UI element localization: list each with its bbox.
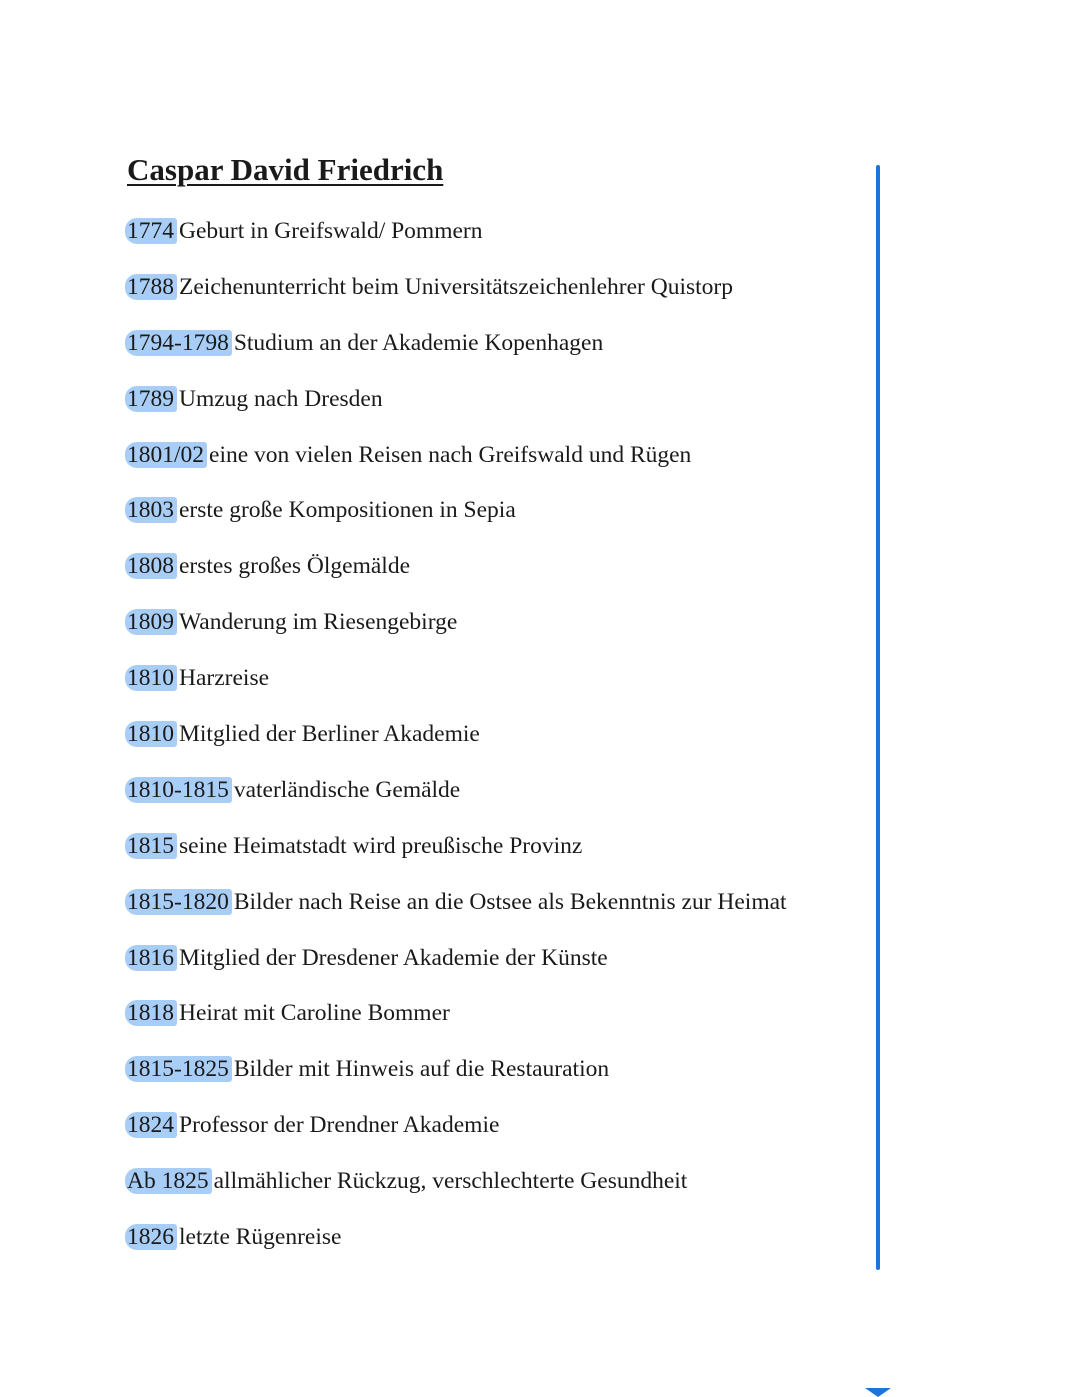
event-text: Mitglied der Dresdener Akademie der Künste: [179, 944, 608, 971]
year-highlight: 1803: [125, 497, 177, 523]
year-highlight: 1826: [125, 1224, 177, 1250]
year-highlight: 1801/02: [125, 442, 207, 468]
event-text: seine Heimatstadt wird preußische Provinz: [179, 832, 583, 859]
event-text: Bilder nach Reise an die Ostsee als Bekenntnis zur Heimat: [233, 888, 787, 915]
year-highlight: 1815-1820: [125, 889, 232, 915]
list-item: [127, 715, 787, 771]
event-text: erste große Kompositionen in Sepia: [179, 497, 516, 524]
year-highlight: 1818: [125, 1000, 177, 1026]
year-highlight: 1794-1798: [125, 330, 232, 356]
year-highlight: 1810: [125, 721, 177, 747]
list-item: [127, 1218, 787, 1274]
event-text: allmählicher Rückzug, verschlechterte Gesundheit: [213, 1168, 688, 1195]
list-item: [127, 268, 787, 324]
event-text: Geburt in Greifswald/ Pommern: [179, 218, 483, 244]
year-highlight: 1810-1815: [125, 777, 232, 803]
event-text: letzte Rügenreise: [179, 1224, 342, 1251]
event-text: Professor der Drendner Akademie: [179, 1112, 500, 1139]
list-item: [127, 827, 787, 883]
list-item: [127, 883, 787, 939]
list-item: [127, 491, 787, 547]
timeline-list: [127, 212, 787, 1274]
event-text: Umzug nach Dresden: [179, 385, 383, 412]
event-text: Harzreise: [179, 665, 270, 692]
event-text: Bilder mit Hinweis auf die Restauration: [233, 1056, 610, 1083]
list-item: [127, 1050, 787, 1106]
scroll-down-arrow-icon[interactable]: [865, 1388, 891, 1397]
list-item: [127, 994, 787, 1050]
list-item: [127, 1162, 787, 1218]
list-item: [127, 771, 787, 827]
list-item: [127, 1106, 787, 1162]
event-text: vaterländische Gemälde: [233, 776, 461, 803]
list-item: [127, 212, 787, 268]
year-highlight: 1810: [125, 665, 177, 691]
event-text: erstes großes Ölgemälde: [179, 553, 411, 580]
list-item: [127, 547, 787, 603]
scroll-indicator-line[interactable]: [876, 165, 880, 1270]
year-highlight: 1815: [125, 833, 177, 859]
event-text: Studium an der Akademie Kopenhagen: [233, 329, 604, 356]
list-item: [127, 436, 787, 492]
event-text: Zeichenunterricht beim Universitätszeichenlehrer Quistorp: [179, 273, 733, 300]
list-item: [127, 603, 787, 659]
year-highlight: 1808: [125, 553, 177, 579]
event-text: Wanderung im Riesengebirge: [179, 609, 458, 636]
year-highlight: 1774: [125, 218, 177, 244]
list-item: [127, 380, 787, 436]
list-item: [127, 324, 787, 380]
year-highlight: Ab 1825: [125, 1168, 212, 1194]
list-item: [127, 659, 787, 715]
event-text: eine von vielen Reisen nach Greifswald und Rügen: [209, 441, 692, 468]
year-highlight: 1789: [125, 386, 177, 412]
year-highlight: 1816: [125, 945, 177, 971]
event-text: Heirat mit Caroline Bommer: [179, 1000, 450, 1027]
year-highlight: 1824: [125, 1112, 177, 1138]
year-highlight: 1788: [125, 274, 177, 300]
list-item: [127, 939, 787, 995]
year-highlight: 1815-1825: [125, 1056, 232, 1082]
event-text: Mitglied der Berliner Akademie: [179, 721, 480, 748]
year-highlight: 1809: [125, 609, 177, 635]
page-title: Caspar David Friedrich: [127, 152, 444, 187]
